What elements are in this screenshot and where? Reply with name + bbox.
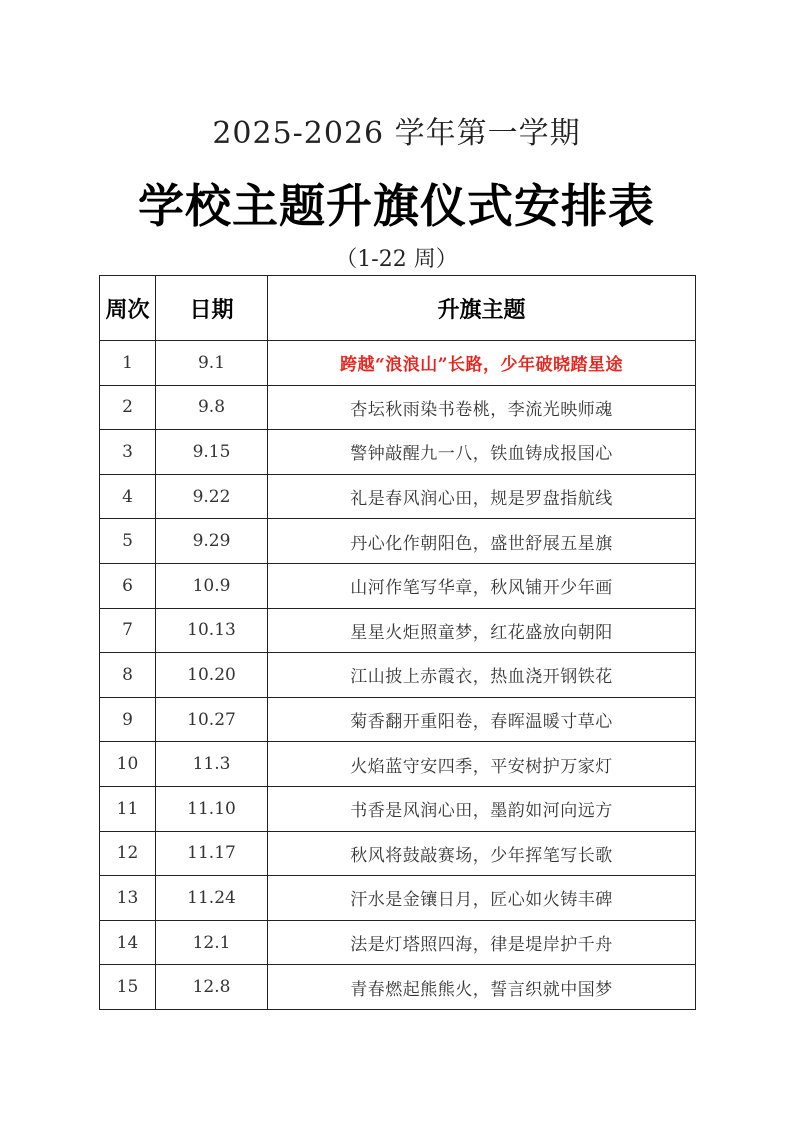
date-cell: 12.8 [156, 965, 268, 1010]
table-row [100, 831, 696, 876]
date-cell: 10.20 [156, 653, 268, 698]
week-range: （1-22 周） [335, 247, 458, 272]
table-row [100, 786, 696, 831]
date-cell: 9.29 [156, 519, 268, 564]
date-cell: 9.22 [156, 474, 268, 519]
table-row [100, 965, 696, 1010]
table-row [100, 341, 696, 386]
week-cell: 9 [100, 697, 156, 742]
date-cell: 12.1 [156, 920, 268, 965]
table-row [100, 474, 696, 519]
column-header-date: 日期 [156, 276, 268, 341]
date-cell: 9.15 [156, 430, 268, 475]
date-cell: 10.13 [156, 608, 268, 653]
theme-cell: 警钟敲醒九一八，铁血铸成报国心 [268, 430, 696, 475]
table-row [100, 430, 696, 475]
theme-cell: 书香是风润心田，墨韵如河向远方 [268, 786, 696, 831]
date-cell: 9.1 [156, 341, 268, 386]
table-row [100, 876, 696, 921]
theme-cell: 杏坛秋雨染书卷桃，李流光映师魂 [268, 385, 696, 430]
theme-cell: 丹心化作朝阳色，盛世舒展五星旗 [268, 519, 696, 564]
week-cell: 7 [100, 608, 156, 653]
schedule-table [99, 275, 696, 1010]
theme-cell: 礼是春风润心田，规是罗盘指航线 [268, 474, 696, 519]
week-cell: 14 [100, 920, 156, 965]
table-row [100, 519, 696, 564]
table-row [100, 742, 696, 787]
theme-cell: 江山披上赤霞衣，热血浇开钢铁花 [268, 653, 696, 698]
table-header-row [100, 276, 696, 341]
week-cell: 15 [100, 965, 156, 1010]
theme-cell: 火焰蓝守安四季，平安树护万家灯 [268, 742, 696, 787]
theme-cell: 秋风将鼓敲赛场，少年挥笔写长歌 [268, 831, 696, 876]
week-cell: 5 [100, 519, 156, 564]
week-cell: 13 [100, 876, 156, 921]
table-row [100, 563, 696, 608]
week-cell: 6 [100, 563, 156, 608]
date-cell: 11.17 [156, 831, 268, 876]
week-cell: 8 [100, 653, 156, 698]
theme-cell: 青春燃起熊熊火，誓言织就中国梦 [268, 965, 696, 1010]
theme-cell: 星星火炬照童梦，红花盛放向朝阳 [268, 608, 696, 653]
table-row [100, 385, 696, 430]
date-cell: 10.27 [156, 697, 268, 742]
column-header-week: 周次 [100, 276, 156, 341]
theme-cell: 跨越“浪浪山”长路，少年破晓踏星途 [268, 341, 696, 386]
page-title: 学校主题升旗仪式安排表 [138, 179, 655, 233]
date-cell: 11.24 [156, 876, 268, 921]
table-row [100, 608, 696, 653]
date-cell: 9.8 [156, 385, 268, 430]
table-row [100, 697, 696, 742]
date-cell: 11.10 [156, 786, 268, 831]
column-header-theme: 升旗主题 [268, 276, 696, 341]
theme-cell: 菊香翻开重阳卷，春晖温暖寸草心 [268, 697, 696, 742]
theme-cell: 汗水是金镶日月，匠心如火铸丰碑 [268, 876, 696, 921]
date-cell: 11.3 [156, 742, 268, 787]
semester-subtitle: 2025-2026 学年第一学期 [212, 116, 581, 151]
table-body [100, 341, 696, 1010]
theme-cell: 山河作笔写华章，秋风铺开少年画 [268, 563, 696, 608]
theme-cell: 法是灯塔照四海，律是堤岸护千舟 [268, 920, 696, 965]
week-cell: 4 [100, 474, 156, 519]
week-cell: 2 [100, 385, 156, 430]
week-cell: 10 [100, 742, 156, 787]
week-cell: 3 [100, 430, 156, 475]
week-cell: 12 [100, 831, 156, 876]
table-row [100, 920, 696, 965]
week-cell: 1 [100, 341, 156, 386]
week-cell: 11 [100, 786, 156, 831]
date-cell: 10.9 [156, 563, 268, 608]
table-row [100, 653, 696, 698]
